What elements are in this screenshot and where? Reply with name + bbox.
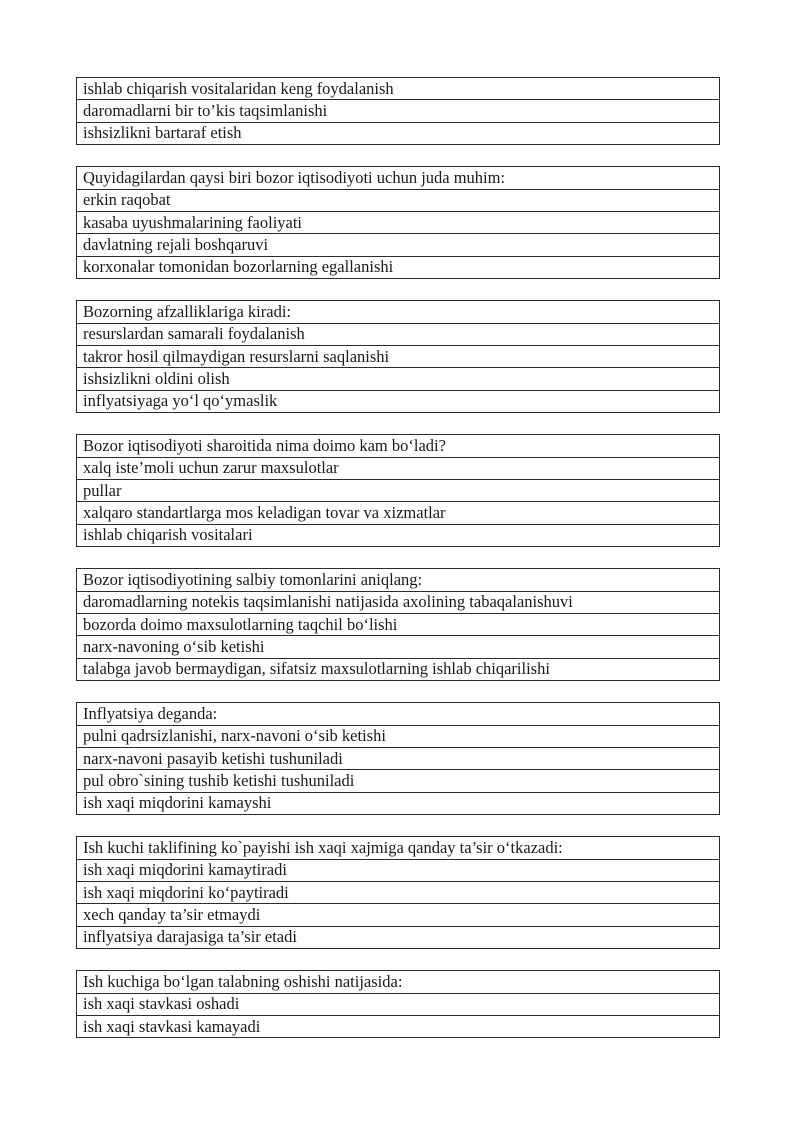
table-row xyxy=(77,636,720,658)
question-block xyxy=(76,970,720,1038)
row-text: ish xaqi miqdorini kamayshi xyxy=(77,792,720,814)
row-text: ishlab chiqarish vositalari xyxy=(77,524,720,546)
row-text: ish xaqi miqdorini kamaytiradi xyxy=(77,859,720,881)
row-text: pullar xyxy=(77,479,720,501)
table-row xyxy=(77,770,720,792)
row-text: pul obro`sining tushib ketishi tushuniladi xyxy=(77,770,720,792)
question-block xyxy=(76,568,720,680)
table-row xyxy=(77,345,720,367)
table-row xyxy=(77,122,720,144)
question-block xyxy=(76,836,720,948)
table-row xyxy=(77,368,720,390)
row-text: Bozor iqtisodiyotining salbiy tomonlarini aniqlang: xyxy=(77,569,720,591)
row-text: Ish kuchiga bo‘lgan talabning oshishi natijasida: xyxy=(77,971,720,993)
row-text: Quyidagilardan qaysi biri bozor iqtisodiyoti uchun juda muhim: xyxy=(77,167,720,189)
row-text: inflyatsiya darajasiga ta’sir etadi xyxy=(77,926,720,948)
table-row xyxy=(77,323,720,345)
row-text: daromadlarning notekis taqsimlanishi natijasida axolining tabaqalanishuvi xyxy=(77,591,720,613)
row-text: takror hosil qilmaydigan resurslarni saqlanishi xyxy=(77,345,720,367)
table-row xyxy=(77,926,720,948)
table-row xyxy=(77,211,720,233)
table-row xyxy=(77,390,720,412)
row-text: erkin raqobat xyxy=(77,189,720,211)
row-text: bozorda doimo maxsulotlarning taqchil bo‘lishi xyxy=(77,613,720,635)
question-block xyxy=(76,77,720,145)
table-row xyxy=(77,703,720,725)
row-text: ish xaqi stavkasi kamayadi xyxy=(77,1015,720,1037)
table-row xyxy=(77,792,720,814)
question-block xyxy=(76,434,720,546)
row-text: xalq iste’moli uchun zarur maxsulotlar xyxy=(77,457,720,479)
table-row xyxy=(77,524,720,546)
row-text: Inflyatsiya deganda: xyxy=(77,703,720,725)
row-text: pulni qadrsizlanishi, narx-navoni o‘sib ketishi xyxy=(77,725,720,747)
table-row xyxy=(77,100,720,122)
table-row xyxy=(77,569,720,591)
table-row xyxy=(77,881,720,903)
row-text: xech qanday ta’sir etmaydi xyxy=(77,904,720,926)
table-row xyxy=(77,502,720,524)
row-text: xalqaro standartlarga mos keladigan tovar va xizmatlar xyxy=(77,502,720,524)
table-row xyxy=(77,479,720,501)
table-row xyxy=(77,658,720,680)
row-text: korxonalar tomonidan bozorlarning egallanishi xyxy=(77,256,720,278)
table-row xyxy=(77,78,720,100)
table-row xyxy=(77,457,720,479)
row-text: davlatning rejali boshqaruvi xyxy=(77,234,720,256)
table-row xyxy=(77,971,720,993)
row-text: narx-navoni pasayib ketishi tushuniladi xyxy=(77,747,720,769)
row-text: daromadlarni bir to’kis taqsimlanishi xyxy=(77,100,720,122)
row-text: ishlab chiqarish vositalaridan keng foydalanish xyxy=(77,78,720,100)
row-text: Bozor iqtisodiyoti sharoitida nima doimo kam bo‘ladi? xyxy=(77,435,720,457)
table-row xyxy=(77,725,720,747)
table-row xyxy=(77,591,720,613)
question-block xyxy=(76,166,720,278)
row-text: Bozorning afzalliklariga kiradi: xyxy=(77,301,720,323)
table-row xyxy=(77,747,720,769)
row-text: ishsizlikni oldini olish xyxy=(77,368,720,390)
question-block xyxy=(76,300,720,412)
row-text: resurslardan samarali foydalanish xyxy=(77,323,720,345)
table-row xyxy=(77,904,720,926)
row-text: ish xaqi stavkasi oshadi xyxy=(77,993,720,1015)
table-row xyxy=(77,993,720,1015)
table-row xyxy=(77,301,720,323)
row-text: inflyatsiyaga yo‘l qo‘ymaslik xyxy=(77,390,720,412)
table-row xyxy=(77,234,720,256)
row-text: Ish kuchi taklifining ko`payishi ish xaqi xajmiga qanday ta’sir o‘tkazadi: xyxy=(77,837,720,859)
table-row xyxy=(77,613,720,635)
table-row xyxy=(77,1015,720,1037)
table-row xyxy=(77,256,720,278)
row-text: kasaba uyushmalarining faoliyati xyxy=(77,211,720,233)
question-block xyxy=(76,702,720,814)
row-text: ishsizlikni bartaraf etish xyxy=(77,122,720,144)
document-body xyxy=(76,77,720,1060)
table-row xyxy=(77,167,720,189)
row-text: ish xaqi miqdorini ko‘paytiradi xyxy=(77,881,720,903)
table-row xyxy=(77,837,720,859)
table-row xyxy=(77,435,720,457)
table-row xyxy=(77,859,720,881)
row-text: narx-navoning o‘sib ketishi xyxy=(77,636,720,658)
table-row xyxy=(77,189,720,211)
row-text: talabga javob bermaydigan, sifatsiz maxsulotlarning ishlab chiqarilishi xyxy=(77,658,720,680)
